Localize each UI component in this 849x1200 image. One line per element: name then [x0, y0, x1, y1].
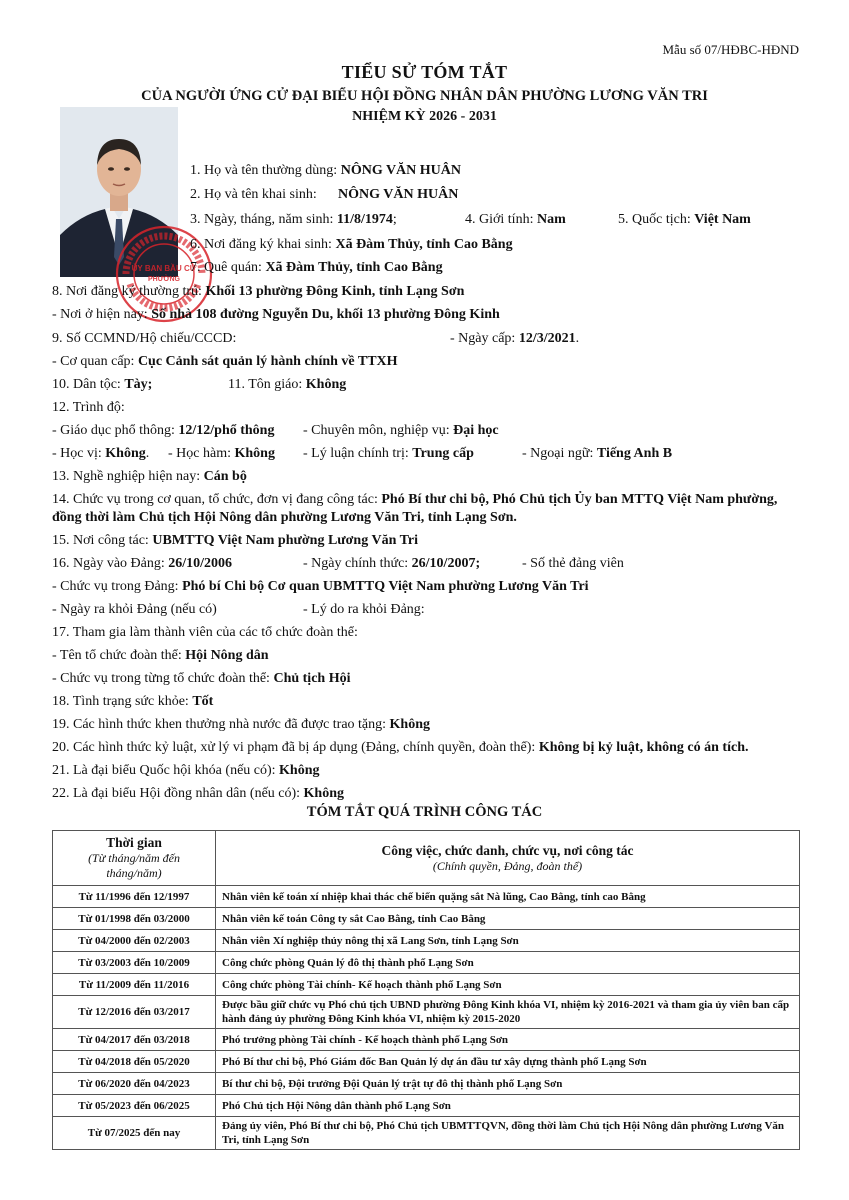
field-birth-registration: 6. Nơi đăng ký khai sinh: Xã Đàm Thủy, tỉnh Cao Bằng	[190, 237, 513, 252]
field-hometown: 7. Quê quán: Xã Đàm Thủy, tỉnh Cao Bằng	[190, 260, 443, 275]
field-religion: 11. Tôn giáo: Không	[228, 377, 347, 392]
field-organizations: 17. Tham gia làm thành viên của các tổ chức đoàn thể:	[52, 625, 358, 640]
period-cell: Từ 06/2020 đến 04/2023	[53, 1073, 216, 1095]
description-cell: Công chức phòng Quản lý đô thị thành phố Lạng Sơn	[216, 952, 800, 974]
work-history-table	[52, 830, 800, 1150]
column-header-period: Thời gian (Từ tháng/năm đến tháng/năm)	[53, 831, 216, 886]
table-row	[53, 996, 800, 1029]
field-workplace: 15. Nơi công tác: UBMTTQ Việt Nam phường Lương Văn Tri	[52, 533, 419, 548]
column-header-description: Công việc, chức danh, chức vụ, nơi công tác (Chính quyền, Đảng, đoàn thể)	[216, 831, 800, 886]
period-cell: Từ 11/1996 đến 12/1997	[53, 886, 216, 908]
period-cell: Từ 11/2009 đến 11/2016	[53, 974, 216, 996]
field-id-number: 9. Số CCMND/Hộ chiếu/CCCD:	[52, 331, 237, 346]
field-current-address: - Nơi ở hiện nay: Số nhà 108 đường Nguyễn Du, khối 13 phường Đông Kinh	[52, 307, 500, 322]
stamp-text: ỦY BAN BẦU CỬ	[131, 264, 197, 273]
form-code: Mẫu số 07/HĐBC-HĐND	[662, 42, 799, 57]
field-national-assembly: 21. Là đại biểu Quốc hội khóa (nếu có): Không	[52, 763, 320, 778]
table-row	[53, 1095, 800, 1117]
document-title: TIỂU SỬ TÓM TẮT	[341, 62, 508, 82]
field-foreign-language: - Ngoại ngữ: Tiếng Anh B	[522, 446, 673, 461]
field-position: 14. Chức vụ trong cơ quan, tổ chức, đơn vị đang công tác: Phó Bí thư chi bộ, Phó Chủ tịch Ủy ban MTTQ Việt Nam phường, đồng thời làm Chủ tịch Hội Nông dân phường Lương Văn Tri, tỉnh Lạng Sơn.	[52, 492, 778, 525]
field-nationality: 5. Quốc tịch: Việt Nam	[618, 212, 751, 227]
field-issuing-authority: - Cơ quan cấp: Cục Cảnh sát quản lý hành chính về TTXH	[52, 354, 398, 369]
field-party-exit-date: - Ngày ra khỏi Đảng (nếu có)	[52, 602, 217, 617]
field-party-exit-reason: - Lý do ra khỏi Đảng:	[303, 602, 425, 617]
description-cell: Được bầu giữ chức vụ Phó chủ tịch UBND phường Đông Kinh khóa VI, nhiệm kỳ 2016-2021 và tham gia ủy viên ban cấp hành đảng ủy phường Đông Kinh khóa VI, nhiệm kỳ 2015-2020	[216, 996, 800, 1029]
period-cell: Từ 01/1998 đến 03/2000	[53, 908, 216, 930]
field-party-official-date: - Ngày chính thức: 26/10/2007;	[303, 556, 481, 571]
table-header-row	[53, 831, 800, 886]
description-cell: Bí thư chi bộ, Đội trưởng Đội Quản lý trật tự đô thị thành phố Lạng Sơn	[216, 1073, 800, 1095]
svg-text:PHƯỜNG: PHƯỜNG	[147, 276, 181, 283]
description-cell: Công chức phòng Tài chính- Kế hoạch thành phố Lạng Sơn	[216, 974, 800, 996]
table-row	[53, 952, 800, 974]
field-peoples-council: 22. Là đại biểu Hội đồng nhân dân (nếu có): Không	[52, 786, 345, 801]
description-cell: Phó Chủ tịch Hội Nông dân thành phố Lạng Sơn	[216, 1095, 800, 1117]
field-academic-title: - Học hàm: Không	[168, 446, 275, 461]
document-subtitle: CỦA NGƯỜI ỨNG CỬ ĐẠI BIỂU HỘI ĐỒNG NHÂN DÂN PHƯỜNG LƯƠNG VĂN TRI	[141, 88, 708, 104]
description-cell: Phó trưởng phòng Tài chính - Kế hoạch thành phố Lạng Sơn	[216, 1029, 800, 1051]
description-cell: Nhân viên Xí nghiệp thủy nông thị xã Lang Sơn, tỉnh Lạng Sơn	[216, 930, 800, 952]
field-ethnicity: 10. Dân tộc: Tày;	[52, 377, 153, 392]
table-row	[53, 974, 800, 996]
field-professional: - Chuyên môn, nghiệp vụ: Đại học	[303, 423, 499, 438]
field-party-position: - Chức vụ trong Đảng: Phó bí Chi bộ Cơ quan UBMTTQ Việt Nam phường Lương Văn Tri	[52, 579, 589, 594]
field-general-education: - Giáo dục phổ thông: 12/12/phổ thông	[52, 423, 275, 438]
field-discipline: 20. Các hình thức kỷ luật, xử lý vi phạm đã bị áp dụng (Đảng, chính quyền, đoàn thể): Không bị kỷ luật, không có án tích.	[52, 740, 749, 755]
field-organization-name: - Tên tổ chức đoàn thể: Hội Nông dân	[52, 648, 269, 663]
period-cell: Từ 03/2003 đến 10/2009	[53, 952, 216, 974]
period-cell: Từ 04/2000 đến 02/2003	[53, 930, 216, 952]
term-line: NHIỆM KỲ 2026 - 2031	[352, 109, 497, 124]
period-cell: Từ 12/2016 đến 03/2017	[53, 996, 216, 1029]
table-row	[53, 1029, 800, 1051]
field-birth-name-value: NÔNG VĂN HUÂN	[338, 187, 459, 202]
field-degree: - Học vị: Không.	[52, 446, 150, 461]
period-cell: Từ 05/2023 đến 06/2025	[53, 1095, 216, 1117]
field-occupation: 13. Nghề nghiệp hiện nay: Cán bộ	[52, 469, 247, 484]
period-cell: Từ 07/2025 đến nay	[53, 1117, 216, 1150]
table-row	[53, 1073, 800, 1095]
description-cell: Nhân viên kế toán xí nhiệp khai thác chế biến quặng sắt Nà lũng, Cao Bằng, tỉnh cao Bằng	[216, 886, 800, 908]
description-cell: Nhân viên kế toán Công ty sắt Cao Bằng, tỉnh Cao Bằng	[216, 908, 800, 930]
field-common-name: 1. Họ và tên thường dùng: NÔNG VĂN HUÂN	[190, 163, 462, 178]
field-party-join-date: 16. Ngày vào Đảng: 26/10/2006	[52, 556, 233, 571]
description-cell: Phó Bí thư chi bộ, Phó Giám đốc Ban Quản lý dự án đầu tư xây dựng thành phố Lạng Sơn	[216, 1051, 800, 1073]
period-cell: Từ 04/2018 đến 05/2020	[53, 1051, 216, 1073]
table-row	[53, 930, 800, 952]
field-id-issue-date: - Ngày cấp: 12/3/2021.	[450, 331, 580, 346]
field-birth-name: 2. Họ và tên khai sinh:	[190, 187, 317, 202]
description-cell: Đảng ủy viên, Phó Bí thư chi bộ, Phó Chủ tịch UBMTTQVN, đồng thời làm Chủ tịch Hội Nông dân phường Lương Văn Tri, tỉnh Lạng Sơn	[216, 1117, 800, 1150]
field-organization-position: - Chức vụ trong từng tổ chức đoàn thể: Chủ tịch Hội	[52, 671, 351, 686]
work-history-title: TÓM TẮT QUÁ TRÌNH CÔNG TÁC	[306, 804, 543, 820]
field-permanent-residence: 8. Nơi đăng ký thường trú: Khối 13 phường Đông Kinh, tỉnh Lạng Sơn	[52, 284, 465, 299]
period-cell: Từ 04/2017 đến 03/2018	[53, 1029, 216, 1051]
field-birth-date: 3. Ngày, tháng, năm sinh: 11/8/1974;	[190, 212, 397, 227]
field-political-theory: - Lý luận chính trị: Trung cấp	[303, 446, 474, 461]
field-party-card: - Số thẻ đảng viên	[522, 556, 624, 571]
table-row	[53, 886, 800, 908]
table-row	[53, 1051, 800, 1073]
field-education-heading: 12. Trình độ:	[52, 400, 125, 415]
field-gender: 4. Giới tính: Nam	[465, 212, 566, 227]
field-health: 18. Tình trạng sức khỏe: Tốt	[52, 694, 214, 709]
table-row	[53, 908, 800, 930]
field-awards: 19. Các hình thức khen thưởng nhà nước đã được trao tặng: Không	[52, 717, 431, 732]
table-row	[53, 1117, 800, 1150]
